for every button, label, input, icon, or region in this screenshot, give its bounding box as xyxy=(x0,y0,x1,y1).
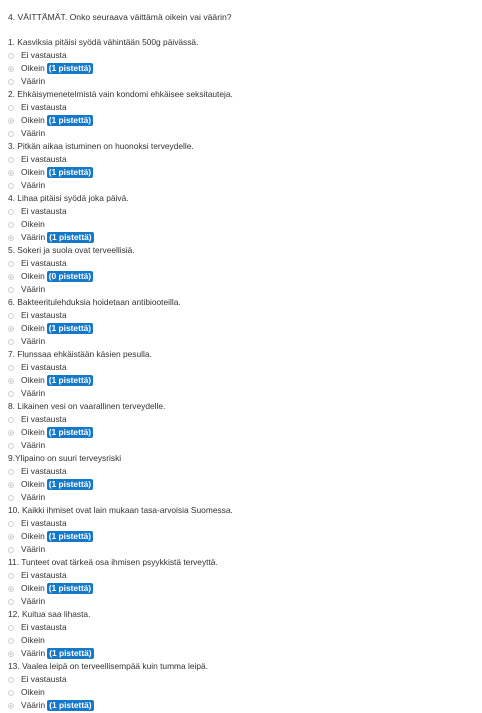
answer-option[interactable] xyxy=(8,465,482,478)
answer-option[interactable] xyxy=(8,335,482,348)
option-label: Väärin xyxy=(21,336,46,346)
question-text: 12. Kuitua saa lihasta. xyxy=(8,609,91,619)
option-label: Oikein xyxy=(21,427,45,437)
radio-button[interactable] xyxy=(8,638,14,644)
answer-option[interactable] xyxy=(8,413,482,426)
question-text: 5. Sokeri ja suola ovat terveellisiä. xyxy=(8,245,135,255)
radio-button[interactable] xyxy=(8,170,14,176)
answer-option[interactable] xyxy=(8,231,482,244)
option-label: Oikein xyxy=(21,63,45,73)
option-label: Ei vastausta xyxy=(21,466,67,476)
answer-option[interactable] xyxy=(8,569,482,582)
radio-button[interactable] xyxy=(8,534,14,540)
radio-button[interactable] xyxy=(8,573,14,579)
option-label: Väärin xyxy=(21,492,46,502)
answer-option[interactable] xyxy=(8,101,482,114)
question-block xyxy=(8,348,482,400)
answer-option[interactable] xyxy=(8,270,482,283)
answer-option[interactable] xyxy=(8,257,482,270)
question-text: 3. Pitkän aikaa istuminen on huonoksi terveydelle. xyxy=(8,141,194,151)
answer-option[interactable] xyxy=(8,75,482,88)
radio-button[interactable] xyxy=(8,625,14,631)
question-text: 1. Kasviksia pitäisi syödä vähintään 500g päivässä. xyxy=(8,37,199,47)
radio-button[interactable] xyxy=(8,495,14,501)
option-label: Ei vastausta xyxy=(21,310,67,320)
answer-option[interactable] xyxy=(8,686,482,699)
answer-option[interactable] xyxy=(8,673,482,686)
answer-option[interactable] xyxy=(8,374,482,387)
option-label: Väärin xyxy=(21,180,46,190)
radio-button[interactable] xyxy=(8,326,14,332)
radio-button[interactable] xyxy=(8,313,14,319)
score-badge: (1 pistettä) xyxy=(49,648,92,658)
radio-button[interactable] xyxy=(8,79,14,85)
radio-button[interactable] xyxy=(8,131,14,137)
radio-button[interactable] xyxy=(8,118,14,124)
answer-option[interactable] xyxy=(8,127,482,140)
radio-button[interactable] xyxy=(8,677,14,683)
answer-option[interactable] xyxy=(8,387,482,400)
option-label: Ei vastausta xyxy=(21,518,67,528)
question-text: 10. Kaikki ihmiset ovat lain mukaan tasa-arvoisia Suomessa. xyxy=(8,505,233,515)
answer-option[interactable] xyxy=(8,621,482,634)
option-label: Väärin xyxy=(21,76,46,86)
answer-option[interactable] xyxy=(8,517,482,530)
radio-button[interactable] xyxy=(8,339,14,345)
question-text: 2. Ehkäisymenetelmistä vain kondomi ehkäisee seksitauteja. xyxy=(8,89,233,99)
answer-option[interactable] xyxy=(8,309,482,322)
question-block xyxy=(8,556,482,608)
question-block xyxy=(8,660,482,712)
answer-option[interactable] xyxy=(8,595,482,608)
answer-option[interactable] xyxy=(8,439,482,452)
radio-button[interactable] xyxy=(8,66,14,72)
score-badge: (1 pistettä) xyxy=(48,167,92,177)
option-label: Oikein xyxy=(21,271,45,281)
answer-option[interactable] xyxy=(8,49,482,62)
question-block xyxy=(8,88,482,140)
radio-button[interactable] xyxy=(8,183,14,189)
option-label: Ei vastausta xyxy=(21,258,67,268)
option-label: Oikein xyxy=(21,687,45,697)
radio-button[interactable] xyxy=(8,690,14,696)
option-label: Väärin xyxy=(21,544,46,554)
radio-button[interactable] xyxy=(8,365,14,371)
score-badge: (1 pistettä) xyxy=(48,115,92,125)
answer-option[interactable] xyxy=(8,478,482,491)
radio-button[interactable] xyxy=(8,157,14,163)
score-badge: (1 pistettä) xyxy=(48,531,92,541)
answer-option[interactable] xyxy=(8,647,482,660)
answer-option[interactable] xyxy=(8,361,482,374)
score-badge: (1 pistettä) xyxy=(48,375,92,385)
radio-button[interactable] xyxy=(8,391,14,397)
option-label: Oikein xyxy=(21,115,45,125)
option-label: Ei vastausta xyxy=(21,50,67,60)
option-label: Väärin xyxy=(21,596,46,606)
option-label: Väärin xyxy=(21,648,46,658)
option-label: Oikein xyxy=(21,635,45,645)
question-text: 11. Tunteet ovat tärkeä osa ihmisen psyykkistä terveyttä. xyxy=(8,557,218,567)
option-label: Ei vastausta xyxy=(21,674,67,684)
radio-button[interactable] xyxy=(8,287,14,293)
question-block xyxy=(8,140,482,192)
answer-option[interactable] xyxy=(8,283,482,296)
radio-button[interactable] xyxy=(8,209,14,215)
question-block xyxy=(8,244,482,296)
option-label: Ei vastausta xyxy=(21,154,67,164)
option-label: Ei vastausta xyxy=(21,414,67,424)
radio-button[interactable] xyxy=(8,417,14,423)
answer-option[interactable] xyxy=(8,426,482,439)
option-label: Ei vastausta xyxy=(21,102,67,112)
option-label: Ei vastausta xyxy=(21,622,67,632)
radio-button[interactable] xyxy=(8,586,14,592)
answer-option[interactable] xyxy=(8,153,482,166)
answer-option[interactable] xyxy=(8,530,482,543)
score-badge: (1 pistettä) xyxy=(49,700,92,710)
question-text: 7. Flunssaa ehkäistään käsien pesulla. xyxy=(8,349,152,359)
question-text: 8. Likainen vesi on vaarallinen terveydelle. xyxy=(8,401,166,411)
radio-button[interactable] xyxy=(8,521,14,527)
question-text: 6. Bakteeritulehduksia hoidetaan antibiooteilla. xyxy=(8,297,181,307)
question-text: 9.Ylipaino on suuri terveysriski xyxy=(8,453,122,463)
question-block xyxy=(8,192,482,244)
quiz-title: 4. VÄITTÄMÄT. Onko seuraava väittämä oikein vai väärin? xyxy=(8,12,232,22)
score-badge: (1 pistettä) xyxy=(49,232,92,242)
answer-option[interactable] xyxy=(8,218,482,231)
answer-option[interactable] xyxy=(8,543,482,556)
score-badge: (1 pistettä) xyxy=(48,323,92,333)
radio-button[interactable] xyxy=(8,378,14,384)
question-text: 4. Lihaa pitäisi syödä joka päivä. xyxy=(8,193,129,203)
score-badge: (1 pistettä) xyxy=(48,63,92,73)
radio-button[interactable] xyxy=(8,443,14,449)
radio-button[interactable] xyxy=(8,703,14,709)
radio-button[interactable] xyxy=(8,469,14,475)
score-badge: (0 pistettä) xyxy=(48,271,92,281)
answer-option[interactable] xyxy=(8,114,482,127)
question-block xyxy=(8,36,482,88)
score-badge: (1 pistettä) xyxy=(48,479,92,489)
option-label: Ei vastausta xyxy=(21,362,67,372)
option-label: Oikein xyxy=(21,219,45,229)
radio-button[interactable] xyxy=(8,599,14,605)
question-list xyxy=(8,36,482,712)
question-block xyxy=(8,608,482,660)
radio-button[interactable] xyxy=(8,430,14,436)
option-label: Väärin xyxy=(21,232,46,242)
option-label: Väärin xyxy=(21,388,46,398)
option-label: Oikein xyxy=(21,375,45,385)
score-badge: (1 pistettä) xyxy=(48,583,92,593)
radio-button[interactable] xyxy=(8,482,14,488)
answer-option[interactable] xyxy=(8,166,482,179)
radio-button[interactable] xyxy=(8,53,14,59)
radio-button[interactable] xyxy=(8,651,14,657)
answer-option[interactable] xyxy=(8,179,482,192)
radio-button[interactable] xyxy=(8,235,14,241)
answer-option[interactable] xyxy=(8,491,482,504)
score-badge: (1 pistettä) xyxy=(48,427,92,437)
option-label: Väärin xyxy=(21,284,46,294)
question-block xyxy=(8,452,482,504)
question-block xyxy=(8,504,482,556)
option-label: Oikein xyxy=(21,531,45,541)
answer-option[interactable] xyxy=(8,582,482,595)
answer-option[interactable] xyxy=(8,205,482,218)
option-label: Väärin xyxy=(21,128,46,138)
option-label: Väärin xyxy=(21,440,46,450)
question-text: 13. Vaalea leipä on terveellisempää kuin tumma leipä. xyxy=(8,661,209,671)
option-label: Väärin xyxy=(21,700,46,710)
question-block xyxy=(8,400,482,452)
question-block xyxy=(8,296,482,348)
option-label: Oikein xyxy=(21,583,45,593)
answer-option[interactable] xyxy=(8,62,482,75)
answer-option[interactable] xyxy=(8,634,482,647)
radio-button[interactable] xyxy=(8,274,14,280)
radio-button[interactable] xyxy=(8,547,14,553)
option-label: Oikein xyxy=(21,167,45,177)
option-label: Oikein xyxy=(21,479,45,489)
answer-option[interactable] xyxy=(8,322,482,335)
option-label: Ei vastausta xyxy=(21,206,67,216)
option-label: Ei vastausta xyxy=(21,570,67,580)
radio-button[interactable] xyxy=(8,261,14,267)
option-label: Oikein xyxy=(21,323,45,333)
radio-button[interactable] xyxy=(8,222,14,228)
answer-option[interactable] xyxy=(8,699,482,712)
radio-button[interactable] xyxy=(8,105,14,111)
